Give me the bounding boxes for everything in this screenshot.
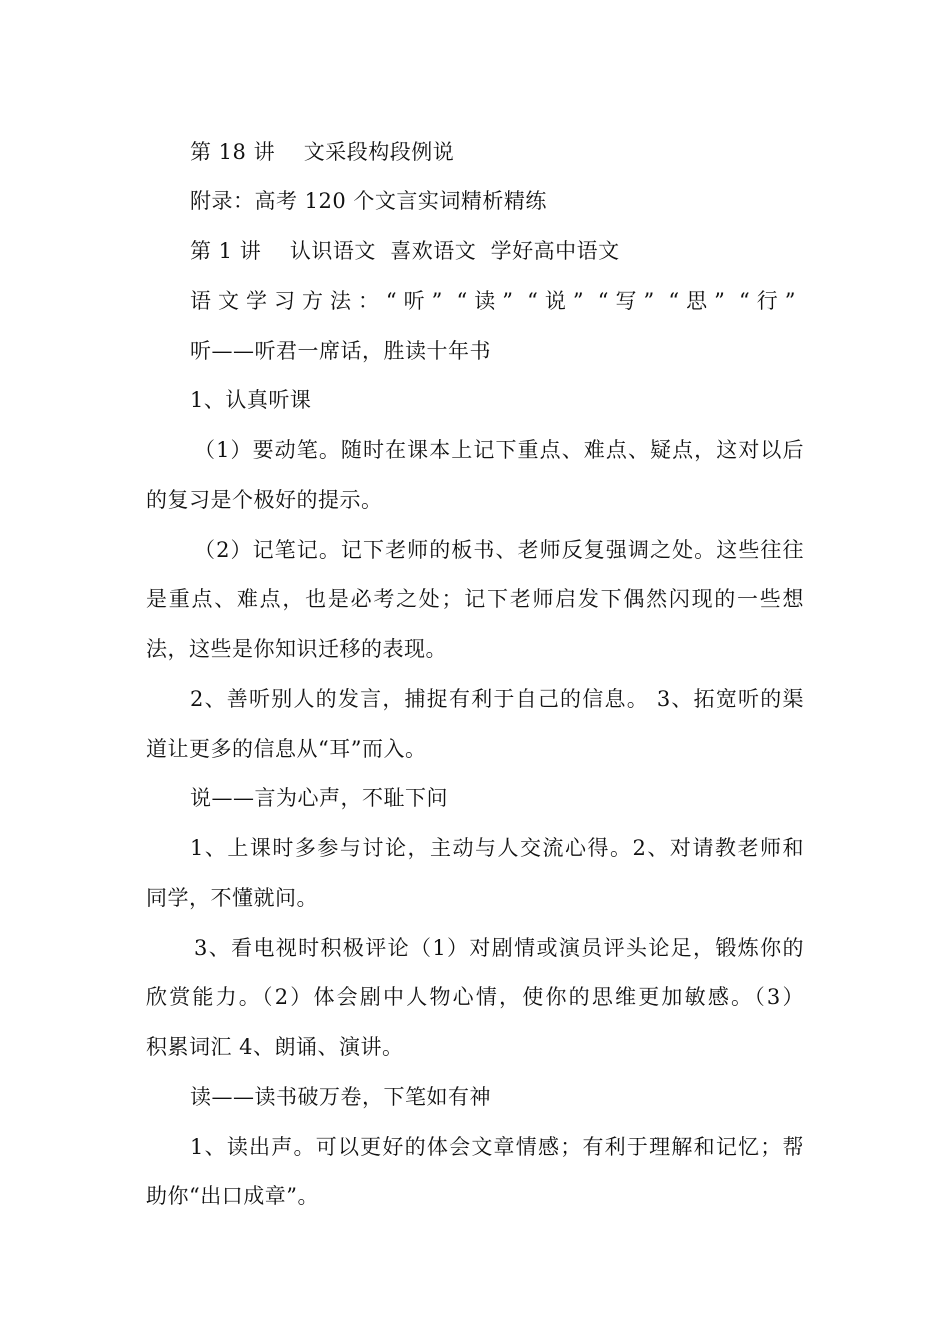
paragraph-line: 的复习是个极好的提示。 [146,488,383,512]
paragraph-line: （1）要动笔。随时在课本上记下重点、难点、疑点，这对以后 [194,438,804,462]
paragraph-line: 是重点、难点，也是必考之处；记下老师启发下偶然闪现的一些想 [146,587,804,611]
heading-appendix: 附录：高考 120 个文言实词精析精练 [190,189,547,213]
section-speak-heading: 说——言为心声，不耻下问 [190,786,448,810]
paragraph-line: 2、善听别人的发言，捕捉有利于自己的信息。 3、拓宽听的渠 [190,687,804,711]
paragraph-line: 1、上课时多参与讨论，主动与人交流心得。2、对请教老师和 [190,836,804,860]
paragraph-line: 法，这些是你知识迁移的表现。 [146,637,447,661]
section-listen-heading: 听——听君一席话，胜读十年书 [190,339,491,363]
listen-item-1: 1、认真听课 [190,388,312,412]
section-read-heading: 读——读书破万卷，下笔如有神 [190,1085,491,1109]
paragraph-line: 同学，不懂就问。 [146,886,318,910]
learning-methods-line: 语文学习方法：“听” “读” “说” “写” “思” “行” [190,289,796,313]
paragraph-line: 1、读出声。可以更好的体会文章情感；有利于理解和记忆；帮 [190,1135,804,1159]
paragraph-line: 积累词汇 4、朗诵、演讲。 [146,1035,404,1059]
paragraph-line: （2）记笔记。记下老师的板书、老师反复强调之处。这些往往 [194,538,804,562]
paragraph-line: 助你“出口成章”。 [146,1184,319,1208]
paragraph-line: 欣赏能力。（2）体会剧中人物心情，使你的思维更加敏感。（3） [146,985,804,1009]
heading-lecture-1: 第 1 讲 认识语文 喜欢语文 学好高中语文 [190,239,620,263]
heading-lecture-18: 第 18 讲 文采段构段例说 [190,140,455,164]
paragraph-line: 3、看电视时积极评论（1）对剧情或演员评头论足，锻炼你的 [194,936,804,960]
paragraph-line: 道让更多的信息从“耳”而入。 [146,737,427,761]
